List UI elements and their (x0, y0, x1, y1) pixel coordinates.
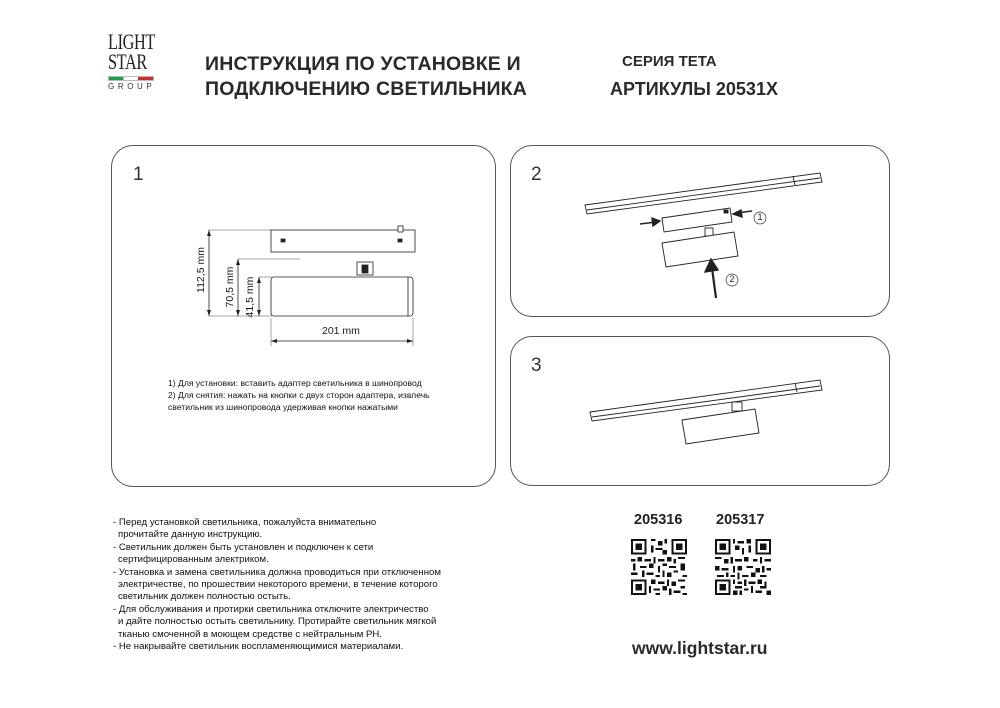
website-url[interactable]: www.lightstar.ru (632, 638, 768, 658)
adapter-marker-left (281, 239, 285, 242)
adapter-block (662, 208, 732, 232)
panel-2-number: 2 (531, 164, 542, 185)
safety-line: электричестве, по прошествии некоторого времени, в течение которого (118, 579, 438, 591)
qr-code-icon (715, 539, 771, 595)
title-line-1: ИНСТРУКЦИЯ ПО УСТАНОВКЕ И (205, 53, 521, 75)
product-code-205316: 205316 (634, 512, 683, 528)
adapter-box (271, 230, 415, 252)
note-line: 2) Для снятия: нажать на кнопки с двух сторон адаптера, извлечь (168, 390, 430, 400)
lightstar-logo (108, 32, 168, 110)
logo-line2: STAR (108, 49, 147, 74)
articles-label: АРТИКУЛЫ 20531X (610, 79, 778, 99)
adapter-marker-right (398, 239, 402, 242)
dim-label-112-5: 112,5 mm (195, 247, 207, 293)
safety-line: и дайте полностью остыть светильнику. Протирайте светильник мягкой (118, 616, 437, 628)
document-title (205, 52, 527, 102)
safety-line: - Установка и замена светильника должна проводиться при отключенном (113, 566, 441, 578)
safety-line: - Светильник должен быть установлен и подключен к сети (113, 541, 374, 553)
adapter-button-right (398, 226, 403, 232)
qr-code-icon (631, 539, 687, 595)
logo-group: GROUP (108, 82, 156, 91)
safety-line: тканью смоченной в моющем средстве с нейтральным PH. (118, 628, 382, 640)
safety-line: - Не накрывайте светильник воспламеняющимися материалами. (113, 641, 404, 653)
panel-1-number: 1 (133, 164, 144, 185)
safety-line: прочитайте данную инструкцию. (118, 529, 263, 541)
safety-notes (113, 517, 441, 653)
product-code-205317: 205317 (716, 512, 765, 528)
dim-label-41-5: 41,5 mm (244, 276, 256, 318)
safety-line: сертифицированным электриком. (118, 554, 269, 566)
track-rail (590, 380, 822, 421)
callout-1-label: 1 (757, 212, 763, 222)
luminaire-body (662, 232, 738, 267)
installed-drawing (585, 375, 825, 465)
italian-flag-stripe (108, 76, 154, 81)
note-line: светильник из шинопровода удерживая кнопки нажатыми (168, 402, 398, 412)
safety-line: - Для обслуживания и протирки светильника отключите электричество (113, 603, 429, 615)
track-rail (585, 173, 822, 214)
installation-drawing (580, 165, 825, 305)
installation-notes (168, 377, 430, 413)
note-line: 1) Для установки: вставить адаптер светильника в шинопровод (168, 378, 422, 388)
dim-label-70-5: 70,5 mm (224, 266, 236, 308)
safety-line: светильник должен полностью остыть. (118, 591, 291, 603)
safety-line: - Перед установкой светильника, пожалуйста внимательно (113, 517, 377, 528)
series-label: СЕРИЯ TETA (622, 53, 717, 70)
panel-3-number: 3 (531, 355, 542, 376)
logo-line1: LIGHT (108, 32, 155, 54)
luminaire-body (271, 277, 413, 316)
title-line-2: ПОДКЛЮЧЕНИЮ СВЕТИЛЬНИКА (205, 78, 528, 100)
callout-2-label: 2 (729, 274, 735, 284)
luminaire-body (682, 409, 759, 444)
dim-label-201: 201 mm (322, 325, 360, 337)
